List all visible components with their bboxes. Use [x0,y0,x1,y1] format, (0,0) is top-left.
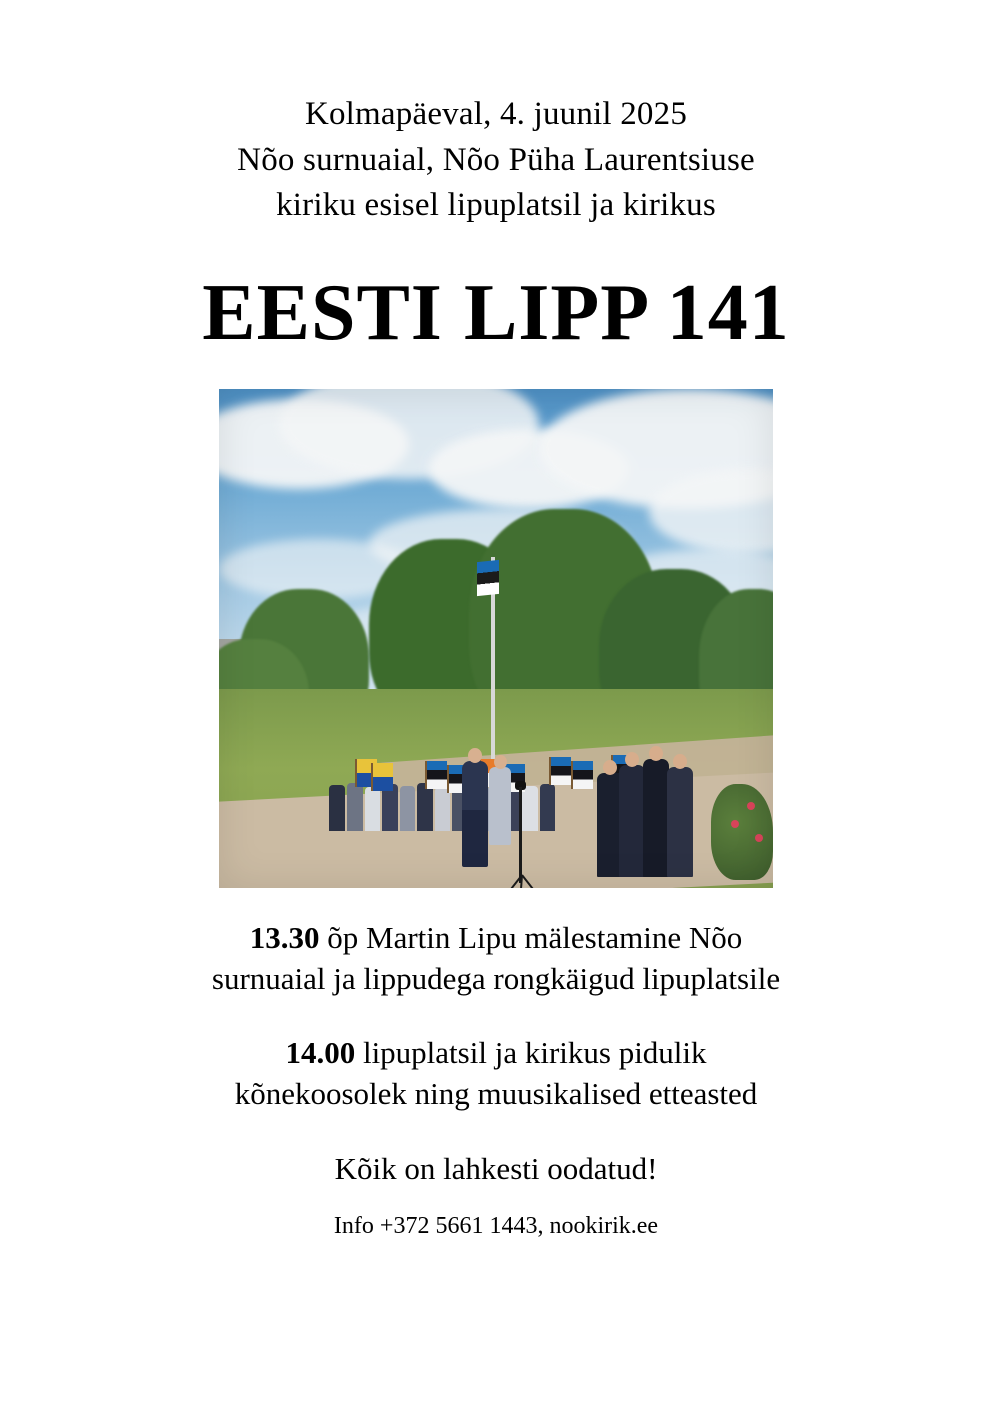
ceremonial-flag [371,763,393,791]
schedule-time-2: 14.00 [285,1035,356,1071]
schedule-item-1-cont: surnuaial ja lippudega rongkäigud lipuplatsile [211,960,781,996]
flower [747,802,755,810]
schedule-item-1 [76,918,916,959]
person [667,767,693,877]
flower [755,834,763,842]
speaker [462,761,488,867]
page-title: EESTI LIPP 141 [202,268,790,357]
estonian-flag [549,757,571,785]
estonian-flag [425,761,447,789]
header-line-place-2: kiriku esisel lipuplatsil ja kirikus [276,187,716,224]
person-head [468,748,482,763]
microphone-tripod [495,875,547,888]
spacer [76,999,916,1033]
event-header [237,92,755,229]
microphone-stand [519,787,522,883]
schedule-item-2-cont: kõnekoosolek ning muusikalised etteasted [234,1076,758,1112]
person [540,784,555,831]
estonian-flag [571,761,593,789]
flower [731,820,739,828]
photo-illustration [219,389,773,888]
person [382,784,398,831]
schedule-time-1: 13.30 [249,919,320,955]
event-photo [219,389,773,888]
person [435,787,450,831]
estonian-flag [477,559,499,595]
header-line-place-1: Nõo surnuaial, Nõo Püha Laurentsiuse [237,141,755,178]
schedule-text-2: lipuplatsil ja kirikus pidulik [355,1035,707,1071]
person [489,767,511,845]
person [643,759,669,877]
person [347,783,363,831]
dignitary-group [597,757,717,877]
person [329,785,345,831]
contact-info: Info +372 5661 1443, nookirik.ee [333,1213,659,1240]
schedule [76,918,916,1116]
person [417,783,433,831]
shrub [711,784,773,880]
crowd [327,759,567,831]
person [400,786,415,831]
schedule-text-1: õp Martin Lipu mälestamine Nõo [319,919,743,955]
header-line-date: Kolmapäeval, 4. juunil 2025 [304,96,688,132]
schedule-item-2 [76,1033,916,1074]
person [522,786,538,831]
person [619,765,645,877]
welcome-message: Kõik on lahkesti oodatud! [334,1151,658,1187]
person-head [494,755,507,769]
person [365,787,380,831]
